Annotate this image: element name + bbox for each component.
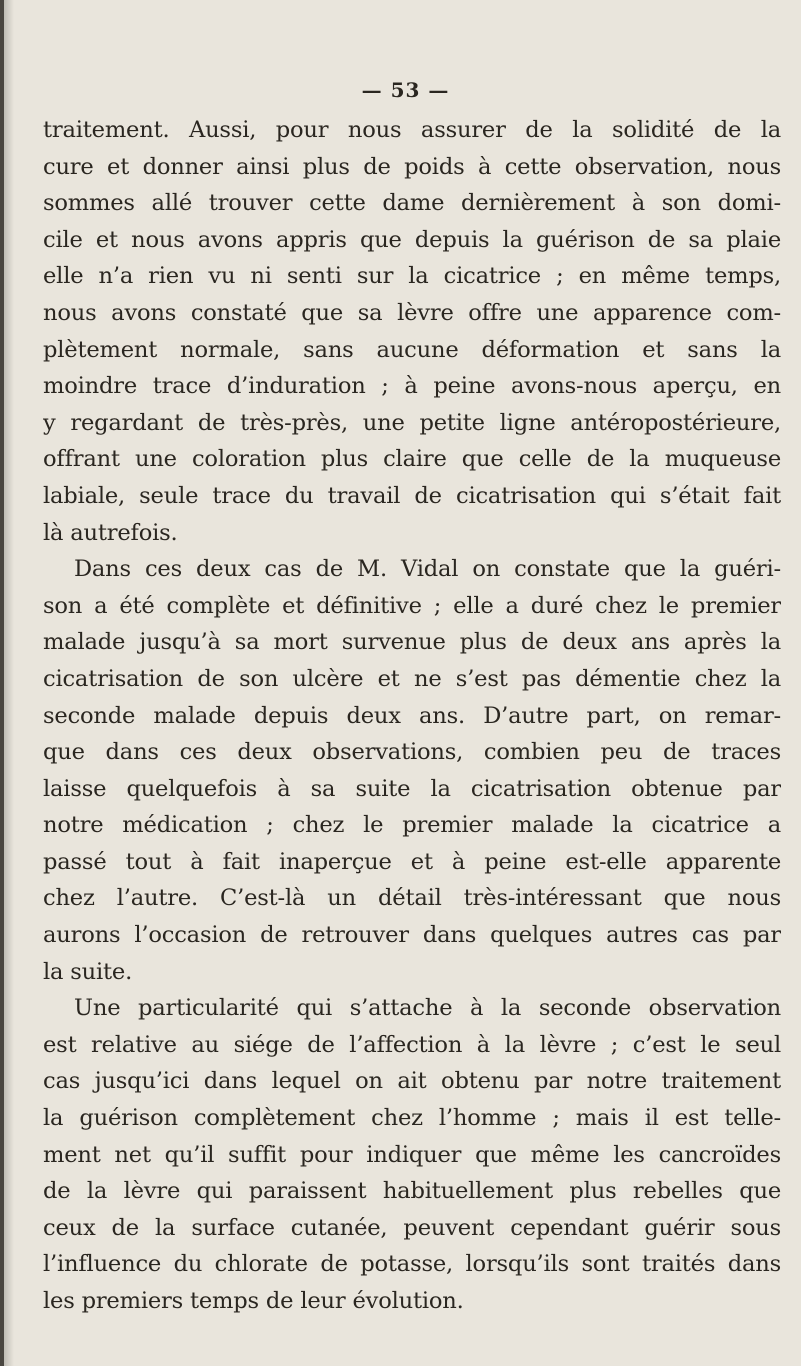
text-line: son a été complète et définitive ; elle a duré chez le premier [43, 592, 781, 619]
text-line: ment net qu’il suffit pour indiquer que même les cancroïdes [43, 1141, 781, 1168]
page-edge-shadow [4, 0, 14, 1366]
text-line: cas jusqu’ici dans lequel on ait obtenu par notre traitement [43, 1068, 781, 1095]
text-line: aurons l’occasion de retrouver dans quelques autres cas par [43, 922, 781, 949]
text-line: y regardant de très-près, une petite ligne antéropostérieure, [43, 409, 781, 436]
text-line: plètement normale, sans aucune déformation et sans la [43, 336, 781, 363]
text-line: cure et donner ainsi plus de poids à cette observation, nous [43, 153, 781, 180]
text-line: la guérison complètement chez l’homme ; mais il est telle- [43, 1105, 781, 1132]
page-body-text [43, 112, 781, 1320]
page-number [0, 78, 801, 102]
text-line: sommes allé trouver cette dame dernièrement à son domi- [43, 190, 781, 217]
text-line: la suite. [43, 958, 133, 985]
text-line: laisse quelquefois à sa suite la cicatrisation obtenue par [43, 775, 781, 802]
text-line: seconde malade depuis deux ans. D’autre part, on remar- [43, 702, 781, 729]
text-line: ceux de la surface cutanée, peuvent cependant guérir sous [43, 1214, 781, 1241]
text-line: cicatrisation de son ulcère et ne s’est pas démentie chez la [43, 665, 781, 692]
text-line: l’influence du chlorate de potasse, lorsqu’ils sont traités dans [43, 1251, 781, 1278]
page-number-text: — 53 — [361, 78, 450, 102]
text-line: Une particularité qui s’attache à la seconde observation [74, 995, 781, 1022]
text-line: moindre trace d’induration ; à peine avons-nous aperçu, en [43, 373, 781, 400]
text-line: passé tout à fait inaperçue et à peine est-elle apparente [43, 848, 781, 875]
text-line: notre médication ; chez le premier malade la cicatrice a [43, 812, 781, 839]
text-line: là autrefois. [43, 519, 178, 546]
text-line: offrant une coloration plus claire que celle de la muqueuse [43, 446, 781, 473]
text-line: Dans ces deux cas de M. Vidal on constate que la guéri- [74, 556, 781, 583]
text-line: malade jusqu’à sa mort survenue plus de deux ans après la [43, 629, 781, 656]
text-line: nous avons constaté que sa lèvre offre une apparence com- [43, 299, 781, 326]
text-line: traitement. Aussi, pour nous assurer de la solidité de la [43, 117, 781, 143]
text-line: les premiers temps de leur évolution. [43, 1288, 464, 1314]
text-line: labiale, seule trace du travail de cicatrisation qui s’était fait [43, 482, 781, 509]
text-line: que dans ces deux observations, combien peu de traces [43, 739, 781, 766]
text-line: de la lèvre qui paraissent habituellement plus rebelles que [43, 1178, 781, 1205]
text-line: est relative au siége de l’affection à la lèvre ; c’est le seul [43, 1031, 781, 1058]
text-line: chez l’autre. C’est-là un détail très-intéressant que nous [43, 885, 781, 912]
text-line: cile et nous avons appris que depuis la guérison de sa plaie [43, 226, 781, 253]
text-line: elle n’a rien vu ni senti sur la cicatrice ; en même temps, [43, 263, 781, 290]
